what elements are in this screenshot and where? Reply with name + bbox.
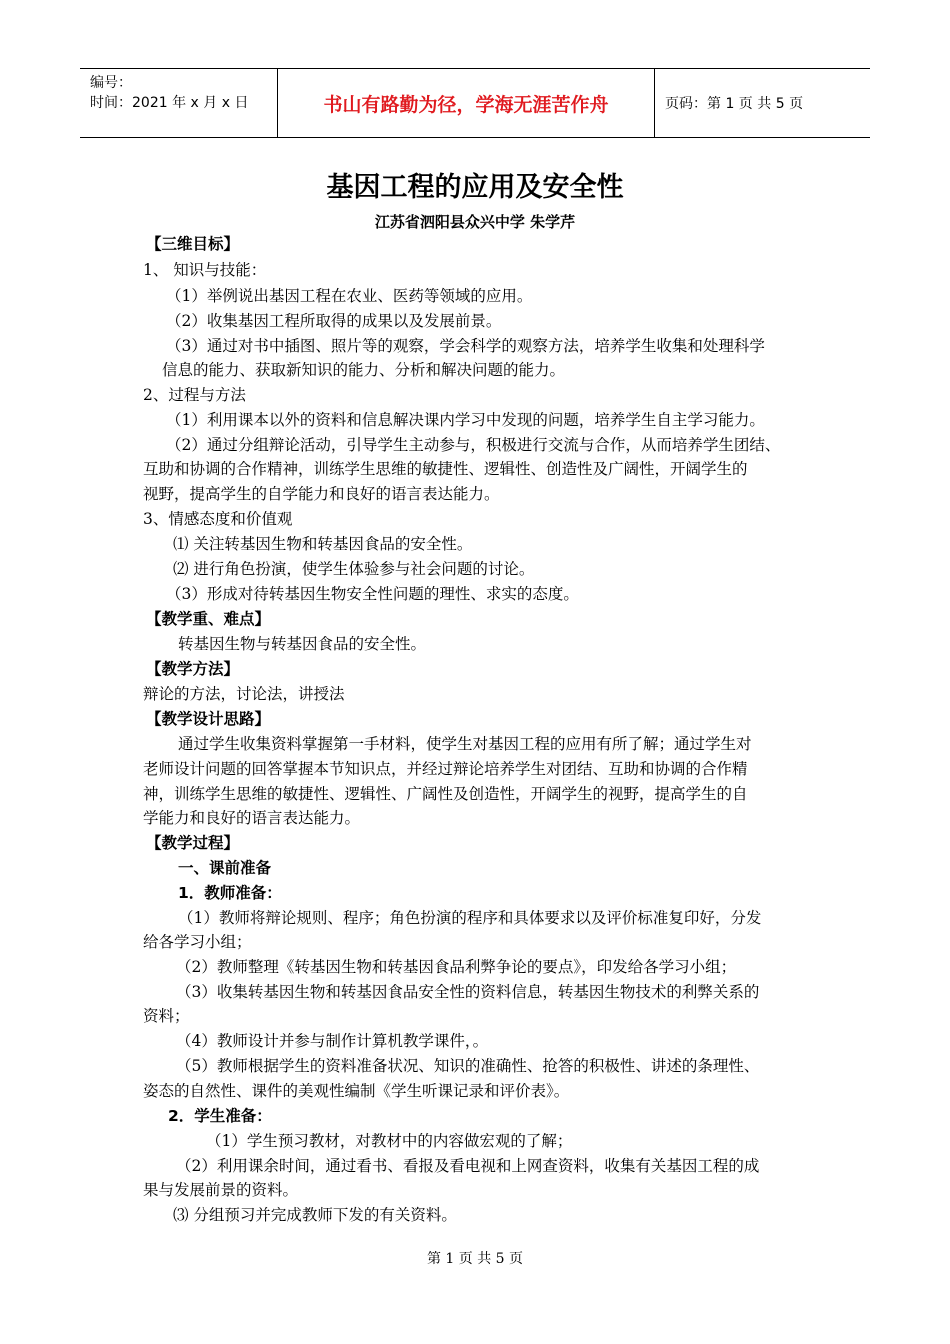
list-item: 互助和协调的合作精神，训练学生思维的敏捷性、逻辑性、创造性及广阔性，开阔学生的 bbox=[143, 460, 748, 478]
subsection-heading: 2．学生准备： bbox=[168, 1107, 272, 1125]
list-item: 给各学习小组； bbox=[143, 933, 252, 951]
section-heading-design: 【教学设计思路】 bbox=[146, 710, 271, 728]
paragraph: 辩论的方法，讨论法，讲授法 bbox=[143, 685, 345, 703]
list-item: （5）教师根据学生的资料准备状况、知识的准确性、抢答的积极性、讲述的条理性、 bbox=[176, 1057, 760, 1075]
document-title: 基因工程的应用及安全性 bbox=[326, 172, 624, 203]
section-heading-process: 【教学过程】 bbox=[146, 834, 240, 852]
paragraph: 学能力和良好的语言表达能力。 bbox=[143, 809, 361, 827]
section-heading-methods: 【教学方法】 bbox=[146, 660, 240, 678]
list-item: 果与发展前景的资料。 bbox=[143, 1181, 299, 1199]
list-item: 信息的能力、获取新知识的能力、分析和解决问题的能力。 bbox=[162, 361, 566, 379]
list-item: （1）学生预习教材，对教材中的内容做宏观的了解； bbox=[206, 1132, 573, 1150]
document-date-label: 时间：2021 年 x 月 x 日 bbox=[90, 95, 249, 111]
list-item: ⑵ 进行角色扮演，使学生体验参与社会问题的讨论。 bbox=[173, 560, 535, 578]
list-item: （2）收集基因工程所取得的成果以及发展前景。 bbox=[166, 312, 502, 330]
paragraph: 老师设计问题的回答掌握本节知识点，并经过辩论培养学生对团结、互助和协调的合作精 bbox=[143, 760, 748, 778]
list-item: （2）利用课余时间，通过看书、看报及看电视和上网查资料，收集有关基因工程的成 bbox=[176, 1157, 760, 1175]
author-line: 江苏省泗阳县众兴中学 朱学芹 bbox=[374, 213, 576, 231]
list-item: （1）教师将辩论规则、程序；角色扮演的程序和具体要求以及评价标准复印好，分发 bbox=[178, 909, 762, 927]
list-item: ⑶ 分组预习并完成教师下发的有关资料。 bbox=[173, 1206, 457, 1224]
list-item: （1）利用课本以外的资料和信息解决课内学习中发现的问题，培养学生自主学习能力。 bbox=[166, 411, 765, 429]
header-page-label: 页码：第 1 页 共 5 页 bbox=[665, 96, 804, 112]
section-heading-objectives: 【三维目标】 bbox=[146, 235, 240, 253]
subsection-heading: 一、课前准备 bbox=[178, 859, 272, 877]
list-item: ⑴ 关注转基因生物和转基因食品的安全性。 bbox=[173, 535, 473, 553]
document-header bbox=[80, 68, 870, 138]
list-item: （2）教师整理《转基因生物和转基因食品利弊争论的要点》，印发给各学习小组； bbox=[176, 958, 737, 976]
header-meta bbox=[80, 69, 278, 137]
paragraph: 神，训练学生思维的敏捷性、逻辑性、广阔性及创造性，开阔学生的视野，提高学生的自 bbox=[143, 785, 748, 803]
list-item: 2、过程与方法 bbox=[143, 386, 246, 404]
document-number-label: 编号： bbox=[90, 75, 132, 91]
header-motto: 书山有路勤为径，学海无涯苦作舟 bbox=[278, 69, 655, 137]
section-heading-focus: 【教学重、难点】 bbox=[146, 610, 271, 628]
list-item: 视野，提高学生的自学能力和良好的语言表达能力。 bbox=[143, 485, 500, 503]
page-footer: 第 1 页 共 5 页 bbox=[426, 1251, 524, 1267]
list-item: 资料； bbox=[143, 1007, 190, 1025]
list-item: 1、 知识与技能： bbox=[143, 261, 267, 279]
list-item: （2）通过分组辩论活动，引导学生主动参与，积极进行交流与合作，从而培养学生团结、 bbox=[166, 436, 781, 454]
list-item: （3）形成对待转基因生物安全性问题的理性、求实的态度。 bbox=[166, 585, 579, 603]
list-item: （3）通过对书中插图、照片等的观察，学会科学的观察方法，培养学生收集和处理科学 bbox=[166, 337, 765, 355]
list-item: （1）举例说出基因工程在农业、医药等领域的应用。 bbox=[166, 287, 533, 305]
list-item: 姿态的自然性、课件的美观性编制《学生听课记录和评价表》。 bbox=[143, 1082, 570, 1100]
subsection-heading: 1．教师准备： bbox=[178, 884, 282, 902]
list-item: （4）教师设计并参与制作计算机教学课件，。 bbox=[176, 1032, 489, 1050]
list-item: （3）收集转基因生物和转基因食品安全性的资料信息，转基因生物技术的利弊关系的 bbox=[176, 983, 760, 1001]
list-item: 3、情感态度和价值观 bbox=[143, 510, 293, 528]
paragraph: 转基因生物与转基因食品的安全性。 bbox=[178, 635, 427, 653]
paragraph: 通过学生收集资料掌握第一手材料，使学生对基因工程的应用有所了解；通过学生对 bbox=[178, 735, 752, 753]
